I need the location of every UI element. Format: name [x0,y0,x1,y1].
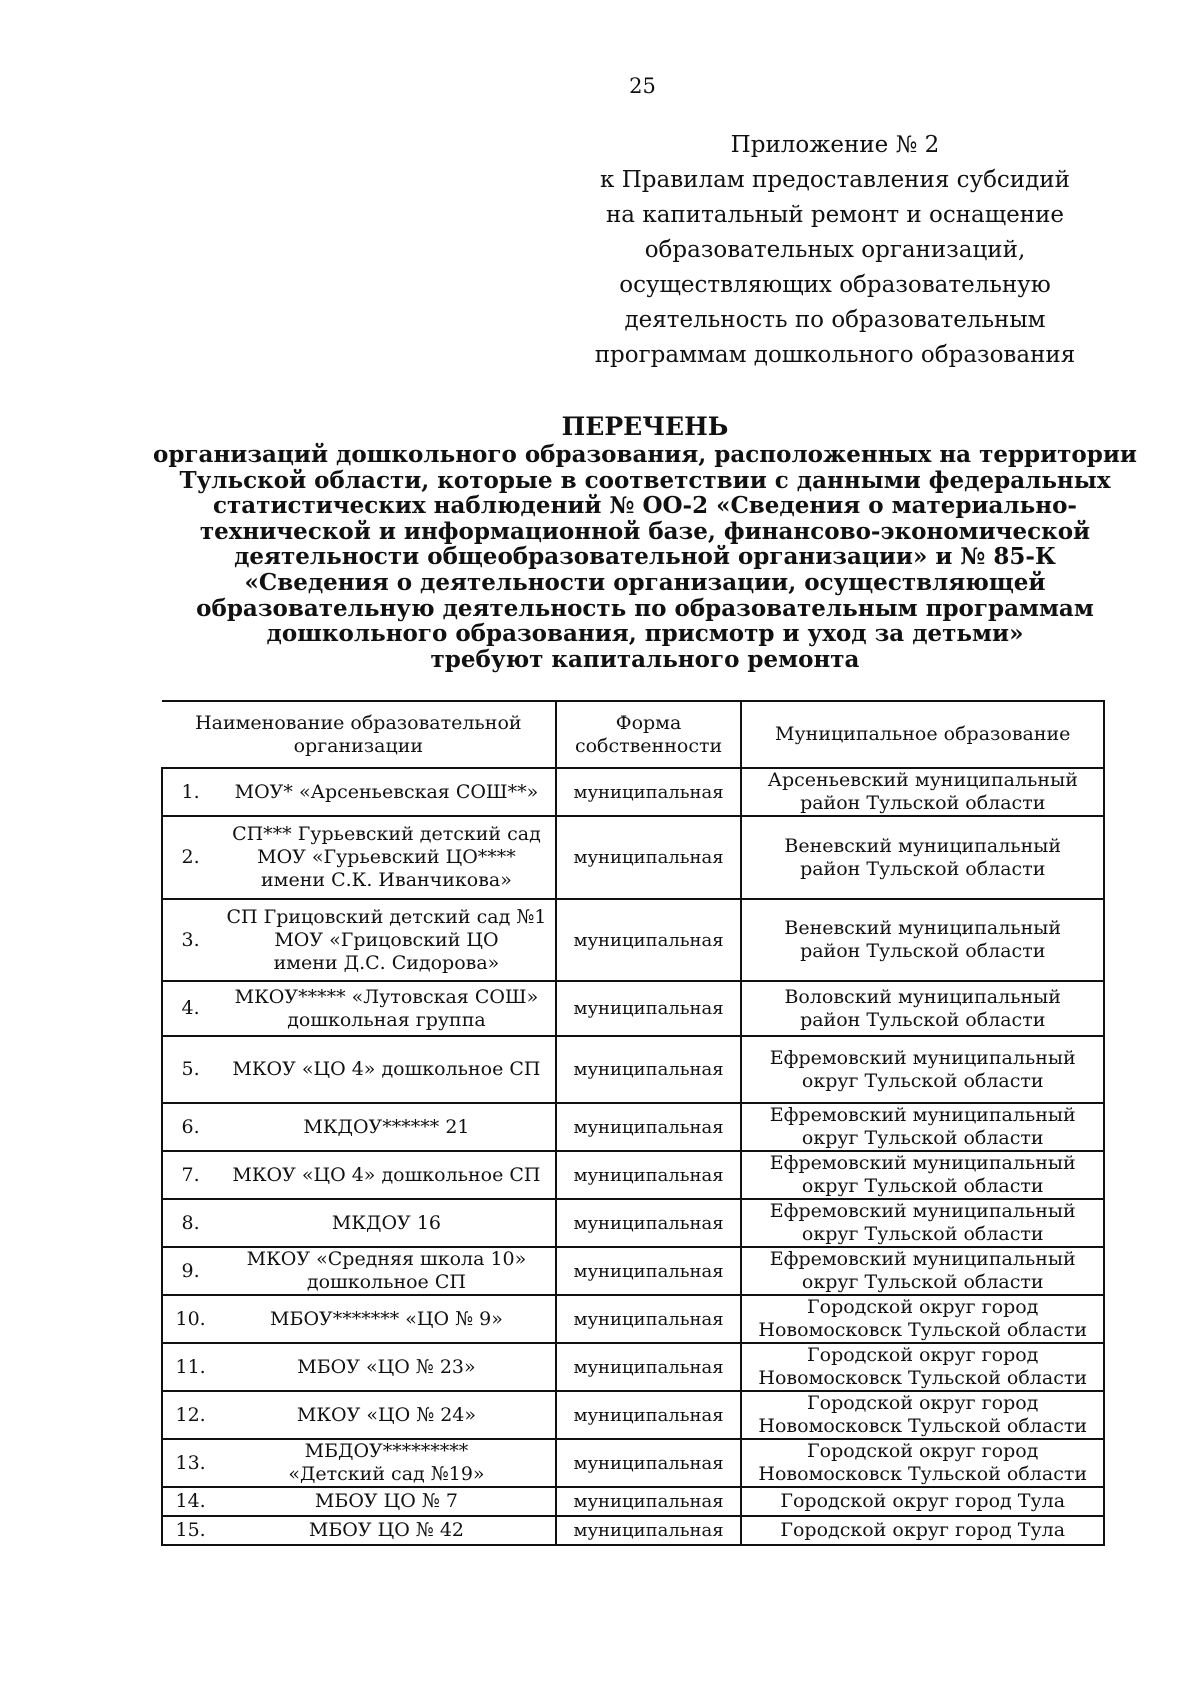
municipality-line: район Тульской области [800,792,1046,814]
organization-name [218,1516,555,1545]
organization-name [218,1295,555,1343]
municipality-line: округ Тульской области [801,1175,1044,1197]
municipality-line: район Тульской области [800,940,1046,962]
municipality-line: Городской округ город Тула [780,1490,1066,1512]
title-line: образовательную деятельность по образовательным программам [196,594,1094,622]
row-number: 14. [162,1487,218,1516]
title-line: дошкольного образования, присмотр и уход за детьми» [266,620,1024,648]
row-number: 4. [162,981,218,1036]
municipality-line: Новомосковск Тульской области [758,1367,1088,1389]
row-number: 5. [162,1036,218,1103]
organization-name [218,899,555,981]
organization-name [218,1247,555,1295]
ownership-form: муниципальная [556,1036,742,1103]
appendix-line: деятельность по образовательным [624,307,1046,333]
appendix-line: образовательных организаций, [644,237,1026,263]
municipality [741,1487,1104,1516]
ownership-form: муниципальная [556,1295,742,1343]
row-number: 12. [162,1391,218,1439]
municipality-line: Ефремовский муниципальный [769,1046,1076,1069]
organization-name [218,1487,555,1516]
municipality-line: Воловский муниципальный [784,985,1061,1008]
title-main: ПЕРЕЧЕНЬ [561,412,729,441]
row-number: 6. [162,1103,218,1151]
organization-name-line: МБОУ «ЦО № 23» [297,1355,476,1378]
municipality-line: район Тульской области [800,1008,1046,1031]
title-line: требуют капитального ремонта [430,645,860,673]
organization-name [218,768,555,816]
organization-name-line: МКОУ «ЦО № 24» [296,1403,477,1426]
municipality [741,1516,1104,1545]
ownership-form: муниципальная [556,1151,742,1199]
municipality-line: район Тульской области [800,857,1046,880]
row-number: 1. [162,768,218,816]
municipality [741,1343,1104,1391]
ownership-form: муниципальная [556,1439,742,1487]
row-number: 13. [162,1439,218,1487]
appendix-line: осуществляющих образовательную [619,272,1051,298]
row-number: 10. [162,1295,218,1343]
municipality-line: Веневский муниципальный [784,917,1062,939]
organization-name-line: МКОУ***** «Лутовская СОШ» [234,985,539,1008]
organization-name-line: МКОУ «ЦО 4» дошкольное СП [232,1163,541,1186]
table-row [162,981,1104,1036]
organization-name-line: МБОУ ЦО № 7 [314,1490,458,1512]
municipality-line: Ефремовский муниципальный [769,1200,1076,1222]
table-row [162,1487,1104,1516]
page-number: 25 [629,74,656,98]
municipality-line: Городской округ город [807,1440,1039,1462]
organization-name-line: МОУ «Грицовский ЦО [274,928,499,951]
ownership-form: муниципальная [556,816,742,899]
municipality [741,1439,1104,1487]
organization-name [218,1439,555,1487]
organization-name-line: МБДОУ********* [304,1440,469,1462]
title-line: организаций дошкольного образования, расположенных на территории [153,441,1137,468]
municipality-line: Веневский муниципальный [784,834,1062,857]
appendix-line: на капитальный ремонт и оснащение [605,202,1065,228]
row-number: 7. [162,1151,218,1199]
organization-name-line: МКДОУ 16 [331,1211,442,1234]
organization-name [218,1036,555,1103]
organization-name-line: СП Грицовский детский сад №1 [226,905,547,928]
municipality [741,1151,1104,1199]
appendix-line: Приложение № 2 [730,132,940,158]
table-row [162,1391,1104,1439]
municipality-line: Ефремовский муниципальный [769,1248,1076,1270]
municipality-line: округ Тульской области [801,1127,1044,1149]
municipality-line: округ Тульской области [801,1271,1044,1293]
municipality [741,1247,1104,1295]
municipality-line: Новомосковск Тульской области [758,1415,1088,1437]
table-row [162,1036,1104,1103]
title-line: Тульской области, которые в соответствии с данными федеральных [179,466,1111,494]
municipality [741,1103,1104,1151]
municipality-line: округ Тульской области [801,1069,1044,1092]
municipality-line: округ Тульской области [801,1223,1044,1245]
ownership-form: муниципальная [556,1199,742,1247]
table-row [162,1103,1104,1151]
header-form: Форма собственности [556,701,742,768]
table-row [162,1343,1104,1391]
row-number: 15. [162,1516,218,1545]
municipality [741,1295,1104,1343]
table-row [162,899,1104,981]
title-line: «Сведения о деятельности организации, осуществляющей [244,568,1046,596]
ownership-form: муниципальная [556,1391,742,1439]
ownership-form: муниципальная [556,768,742,816]
ownership-form: муниципальная [556,1103,742,1151]
organization-name-line: МБОУ******* «ЦО № 9» [270,1307,503,1330]
organization-name-line: МКОУ «ЦО 4» дошкольное СП [232,1058,541,1080]
table-header-row [162,701,1104,768]
ownership-form: муниципальная [556,981,742,1036]
municipality-line: Арсеньевский муниципальный [767,769,1078,791]
municipality [741,816,1104,899]
municipality-line: Новомосковск Тульской области [758,1319,1088,1341]
table-body [162,768,1104,1545]
organization-name-line: МОУ «Гурьевский ЦО**** [257,846,516,868]
document-title [150,412,1140,672]
appendix-line: к Правилам предоставления субсидий [600,167,1070,193]
appendix-line: программам дошкольного образования [594,342,1076,368]
row-number: 2. [162,816,218,899]
municipality-line: Городской округ город [807,1392,1039,1414]
row-number: 3. [162,899,218,981]
municipality-line: Ефремовский муниципальный [769,1152,1076,1174]
organization-name-line: «Детский сад №19» [288,1463,485,1485]
header-municipality: Муниципальное образование [741,701,1104,768]
organization-name-line: МКДОУ****** 21 [303,1115,470,1138]
organization-name-line: МКОУ «Средняя школа 10» [246,1248,527,1270]
table-row [162,1516,1104,1545]
municipality [741,899,1104,981]
organization-name [218,1343,555,1391]
table-row [162,1151,1104,1199]
row-number: 8. [162,1199,218,1247]
table-row [162,1295,1104,1343]
ownership-form: муниципальная [556,1247,742,1295]
title-line: технической и информационной базе, финансово-экономической [199,517,1091,545]
municipality-line: Ефремовский муниципальный [769,1104,1076,1126]
organizations-table [161,700,1105,1546]
ownership-form: муниципальная [556,1487,742,1516]
title-line: деятельности общеобразовательной организации» и № 85-К [234,543,1056,571]
organization-name-line: СП*** Гурьевский детский сад [232,823,541,845]
organization-name [218,1151,555,1199]
organization-name-line: имени Д.С. Сидорова» [273,951,500,974]
organization-name-line: дошкольная группа [287,1008,486,1031]
municipality-line: Новомосковск Тульской области [758,1463,1088,1485]
organization-name [218,1199,555,1247]
organization-name [218,1391,555,1439]
organization-name-line: МОУ* «Арсеньевская СОШ**» [234,780,539,803]
organization-name [218,981,555,1036]
table-row [162,1439,1104,1487]
appendix-block [590,128,1080,373]
municipality [741,1036,1104,1103]
municipality [741,768,1104,816]
organization-name-line: МБОУ ЦО № 42 [308,1519,465,1541]
table-row [162,816,1104,899]
ownership-form: муниципальная [556,1343,742,1391]
row-number: 11. [162,1343,218,1391]
organization-name [218,816,555,899]
municipality [741,1391,1104,1439]
municipality-line: Городской округ город [807,1344,1039,1366]
title-line: статистических наблюдений № ОО-2 «Сведения о материально- [213,492,1077,520]
municipality [741,981,1104,1036]
organization-name-line: имени С.К. Иванчикова» [261,869,512,891]
ownership-form: муниципальная [556,1516,742,1545]
row-number: 9. [162,1247,218,1295]
ownership-form: муниципальная [556,899,742,981]
table-row [162,768,1104,816]
municipality [741,1199,1104,1247]
municipality-line: Городской округ город [807,1296,1039,1318]
table-row [162,1199,1104,1247]
organization-name-line: дошкольное СП [306,1271,466,1293]
header-name: Наименование образовательной организации [162,701,556,768]
municipality-line: Городской округ город Тула [780,1519,1066,1541]
organization-name [218,1103,555,1151]
table-row [162,1247,1104,1295]
